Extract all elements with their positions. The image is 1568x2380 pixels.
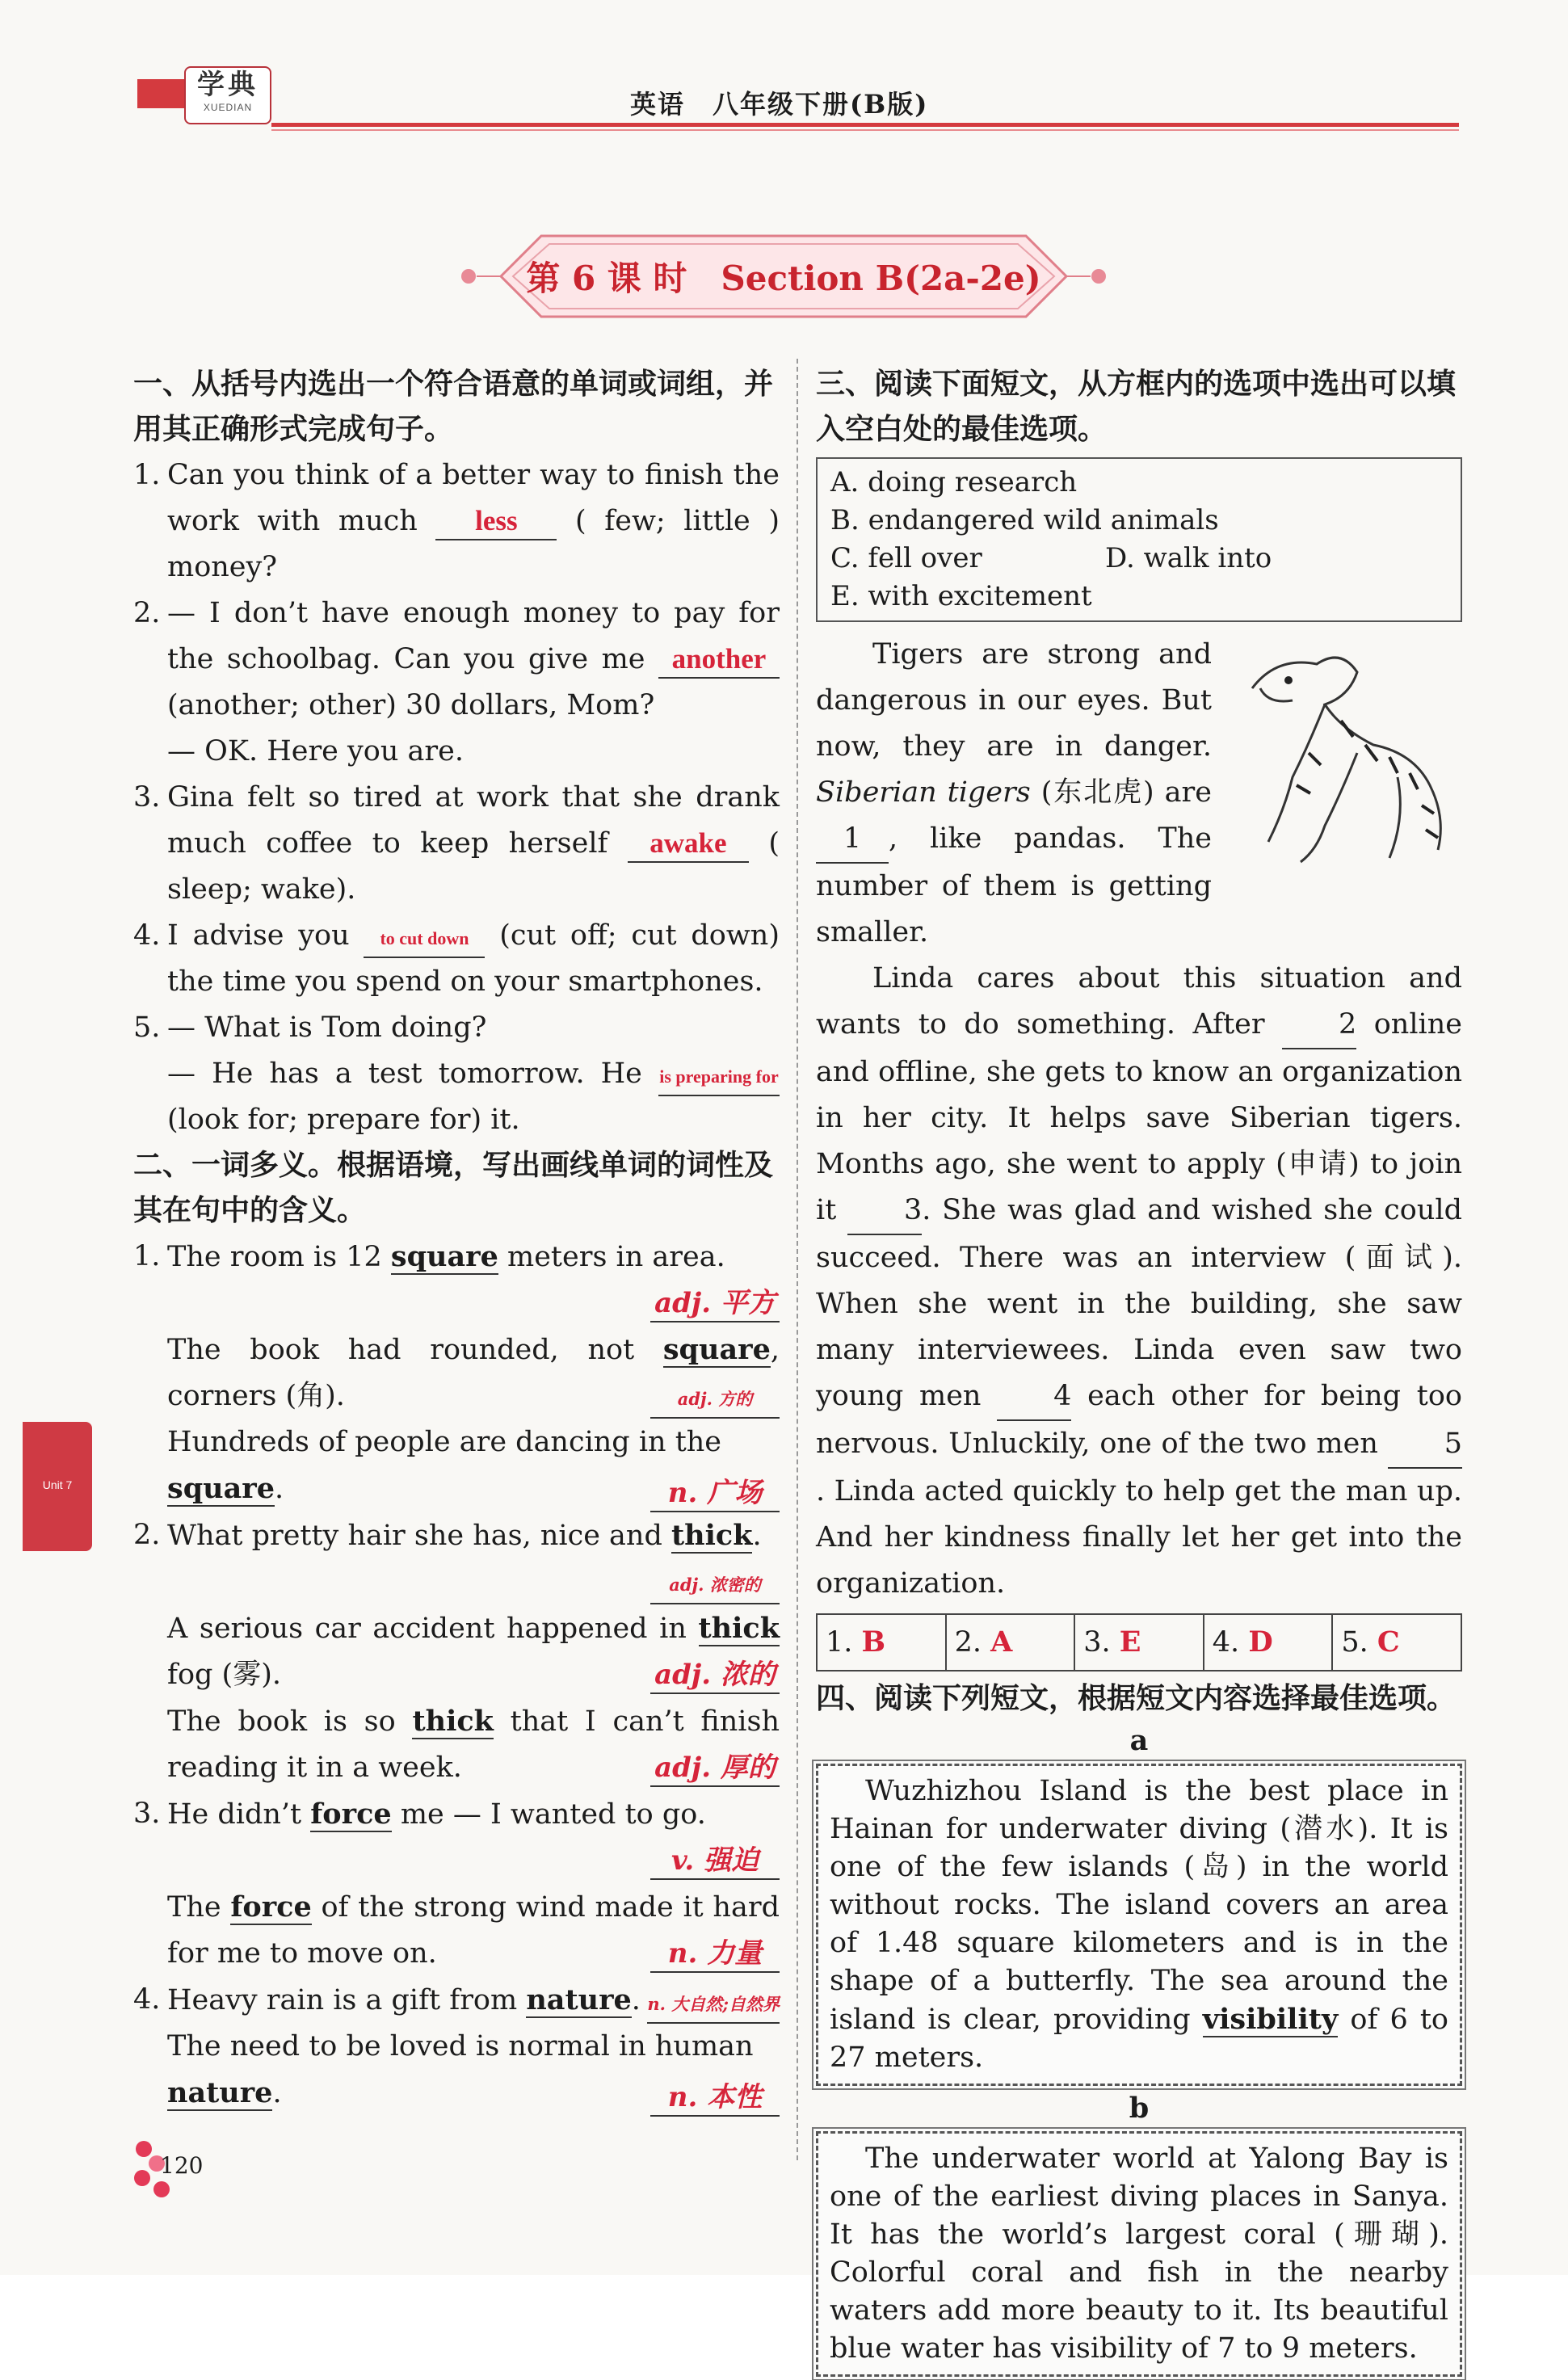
left-column <box>133 362 780 2117</box>
meaning-blank[interactable]: n. 广场 <box>650 1475 780 1512</box>
meaning-blank[interactable]: n. 本性 <box>650 2079 780 2117</box>
brand-logo: 学典 XUEDIAN <box>184 66 271 124</box>
column-divider <box>797 359 798 2160</box>
unit-tab[interactable]: Unit 7 <box>23 1422 92 1551</box>
answer-blank[interactable]: another <box>658 641 780 679</box>
meaning-blank[interactable]: adj. 平方 <box>650 1285 780 1322</box>
keyword: force <box>310 1798 392 1831</box>
options-box: A. doing research B. endangered wild animals C. fell over D. walk into E. with excitement <box>816 457 1462 622</box>
keyword: nature <box>526 1983 632 2016</box>
answer-blank[interactable]: less <box>435 503 557 540</box>
answer-blank[interactable]: awake <box>628 826 749 863</box>
lesson-title: 第 6 课 时 Section B(2a-2e) <box>526 259 1041 298</box>
passage-a: Wuzhizhou Island is the best place in Hainan for underwater diving (潜水). It is one of the few islands (岛) in the world without rocks. The island covers an area of 1.48 square kilometers and is in the shape of a butterfly. The sea around the island is clear, providing visibility of 6 to 27 meters. <box>816 1764 1462 2086</box>
meaning-blank[interactable]: adj. 浓密的 <box>650 1567 780 1604</box>
answer-cell: 4. D <box>1204 1615 1334 1670</box>
meaning-blank[interactable]: n. 大自然;自然界 <box>647 1987 780 2024</box>
section1-heading: 一、从括号内选出一个符合语意的单词或词组，并用其正确形式完成句子。 <box>133 368 774 446</box>
meaning-blank[interactable]: adj. 浓的 <box>650 1657 780 1694</box>
s2-item-2: 2. What pretty hair she has, nice and thick. adj. 浓密的 A serious car accident happened in thick fog (雾). adj. 浓的 The book is so thick that I can’t finish reading it in a week. adj. 厚的 <box>133 1512 780 1791</box>
answer-cell: 3. E <box>1075 1615 1204 1670</box>
keyword: square <box>662 1333 771 1366</box>
blank-4[interactable]: 4 <box>997 1373 1071 1421</box>
passage-a-label: a <box>1129 1724 1149 1757</box>
tiger-illustration <box>1220 632 1462 874</box>
page-number: 120 <box>160 2152 204 2179</box>
header-rule-thin <box>271 129 1459 131</box>
keyword: force <box>230 1890 312 1924</box>
section3-heading: 三、阅读下面短文，从方框内的选项中选出可以填入空白处的最佳选项。 <box>816 368 1457 446</box>
answer-table <box>816 1613 1462 1671</box>
s2-item-3: 3. He didn’t force me — I wanted to go. v. 强迫 The force of the strong wind made it hard for me to move on. n. 力量 <box>133 1791 780 1977</box>
tiger-passage: Tigers are strong and dangerous in our eyes. But now, they are in danger. Siberian tigers (东北虎) are 1 , like pandas. The number of them is getting smaller. Linda cares about this situation and wants to do something. After 2 online and offline, she gets to know an organization in her city. It helps save Siberian tigers. Months ago, she went to apply (申请) to join it 3. She was glad and wished she could succeed. There was an interview (面试). When she went in the building, she saw many interviewees. Linda even saw two young men 4 each other for being too nervous. Unluckily, one of the two men 5. Linda acted quickly to help get the man up. And her kindness finally let her get into the organization. <box>816 632 1462 1607</box>
answer-blank[interactable]: is preparing for <box>658 1059 780 1096</box>
s1-question-4: 4. I advise you to cut down (cut off; cut down) the time you spend on your smartphones. <box>133 919 780 998</box>
answer-cell: 5. C <box>1341 1625 1400 1659</box>
meaning-blank[interactable]: v. 强迫 <box>650 1843 780 1880</box>
blank-3[interactable]: 3 <box>847 1188 922 1235</box>
s1-question-1: 1. Can you think of a better way to finish the work with much less ( few; little ) money? <box>133 459 780 583</box>
right-column <box>816 362 1462 2380</box>
passage-b: The underwater world at Yalong Bay is one of the earliest diving places in Sanya. It has the world’s largest coral (珊瑚). Colorful coral and fish in the nearby waters add more beauty to it. Its beautiful blue water has visibility of 7 to 9 meters. <box>816 2131 1462 2377</box>
keyword: nature <box>167 2076 273 2109</box>
s2-item-1: 1. The room is 12 square meters in area. adj. 平方 The book had rounded, not square, corners (角). adj. 方的 Hundreds of people are dancing in the square. n. 广场 <box>133 1234 780 1512</box>
s1-question-3: 3. Gina felt so tired at work that she drank much coffee to keep herself awake ( sleep; wake). <box>133 781 780 906</box>
section2-heading: 二、一词多义。根据语境，写出画线单词的词性及其在句中的含义。 <box>133 1149 774 1227</box>
section4-heading: 四、阅读下列短文，根据短文内容选择最佳选项。 <box>816 1682 1457 1715</box>
keyword: square <box>390 1240 498 1273</box>
meaning-blank[interactable]: n. 力量 <box>650 1936 780 1973</box>
keyword: thick <box>671 1519 753 1552</box>
meaning-blank[interactable]: adj. 厚的 <box>650 1750 780 1787</box>
answer-blank[interactable]: to cut down <box>364 921 485 958</box>
answer-cell: 2. A <box>947 1615 1076 1670</box>
meaning-blank[interactable]: adj. 方的 <box>650 1381 780 1419</box>
blank-5[interactable]: 5 <box>1388 1421 1462 1469</box>
blank-2[interactable]: 2 <box>1282 1002 1356 1049</box>
blank-1[interactable]: 1 <box>816 816 889 864</box>
book-title: 英语 八年级下册(B版) <box>630 89 929 120</box>
keyword: thick <box>412 1705 494 1738</box>
s1-question-2: 2. — I don’t have enough money to pay for the schoolbag. Can you give me another (another; other) 30 dollars, Mom? — OK. Here you are. <box>133 597 780 767</box>
header-rule <box>271 123 1459 127</box>
keyword: visibility <box>1202 2003 1339 2036</box>
s1-question-5: 5. — What is Tom doing? — He has a test tomorrow. He is preparing for (look for; prepare for) it. <box>133 1011 779 1136</box>
answer-cell: 1. B <box>818 1615 947 1670</box>
keyword: square <box>167 1472 275 1505</box>
keyword: thick <box>698 1612 780 1645</box>
lesson-banner <box>452 228 1115 325</box>
passage-b-label: b <box>1129 2092 1150 2125</box>
s2-item-4: 4. Heavy rain is a gift from nature. n. 大自然;自然界 The need to be loved is normal in human nature. n. 本性 <box>133 1977 780 2117</box>
